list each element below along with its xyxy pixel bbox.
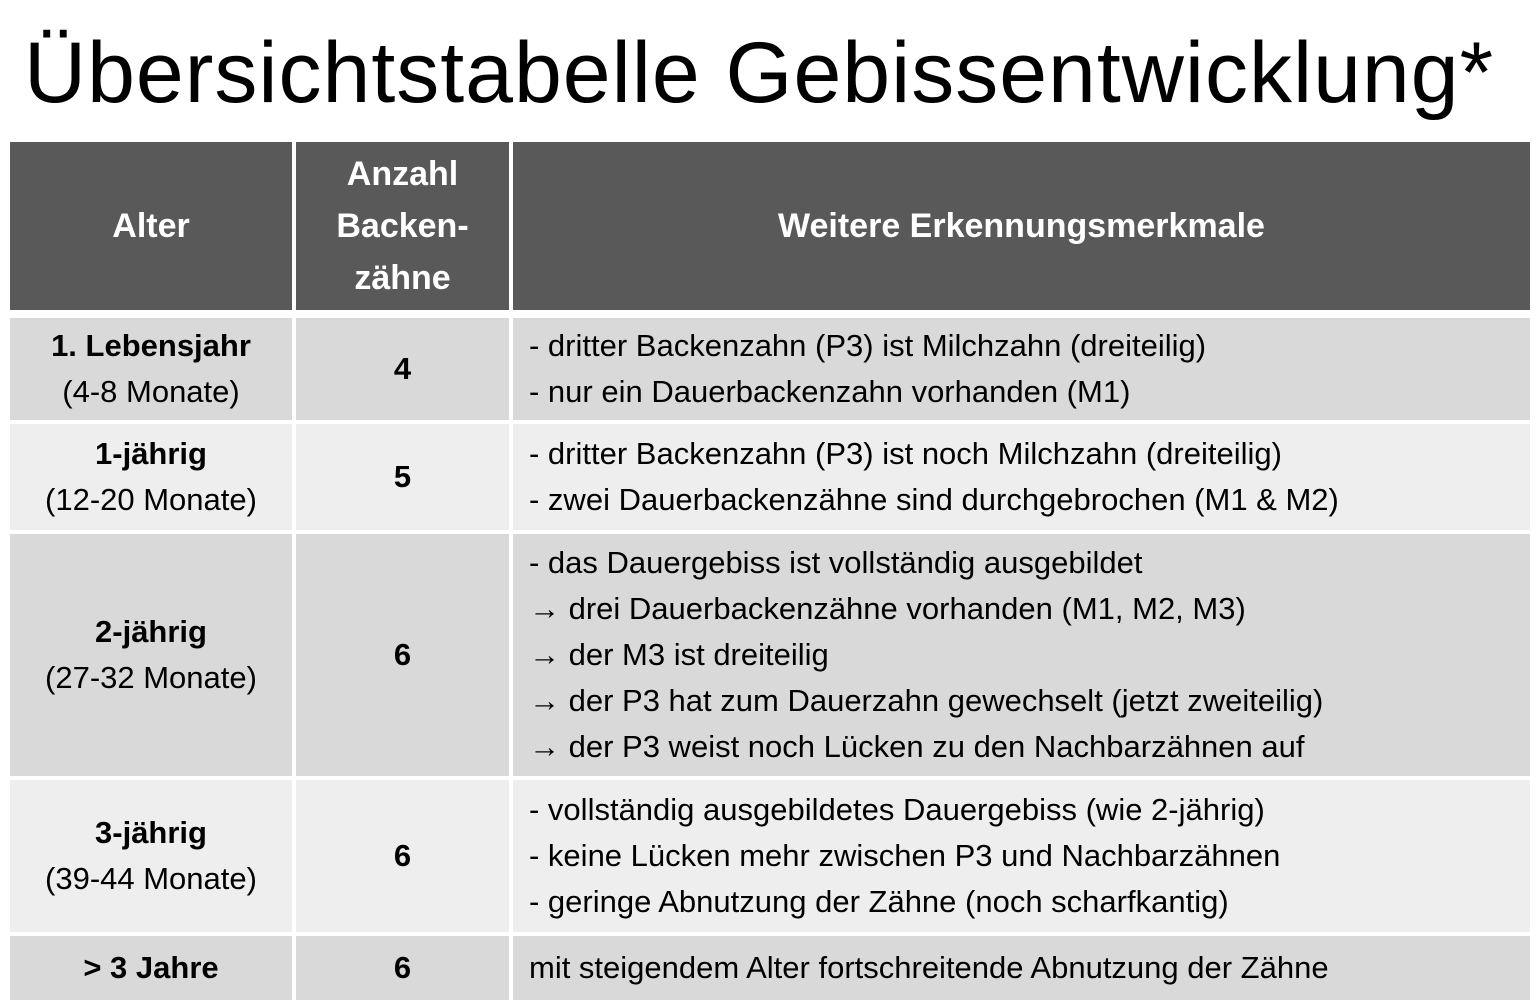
features-cell xyxy=(513,530,1530,776)
table-header-row xyxy=(10,142,1530,310)
table-row xyxy=(10,310,1530,420)
feature-line: → drei Dauerbackenzähne vorhanden (M1, M2, M3) xyxy=(529,591,1246,626)
feature-line: → der P3 weist noch Lücken zu den Nachbarzähnen auf xyxy=(529,729,1305,764)
header-anzahl xyxy=(296,142,513,310)
age-months: (27-32 Monate) xyxy=(45,660,257,695)
tooth-count: 6 xyxy=(296,776,513,932)
header-anzahl-line: Anzahl xyxy=(346,155,459,193)
age-label: 1-jährig xyxy=(95,436,207,471)
age-label: 1. Lebensjahr xyxy=(51,328,251,363)
features-cell xyxy=(513,310,1530,420)
features-cell xyxy=(513,420,1530,530)
header-anzahl-line: zähne xyxy=(354,259,451,297)
age-cell xyxy=(10,776,296,932)
dentition-table xyxy=(10,142,1530,1000)
age-months: (39-44 Monate) xyxy=(45,861,257,896)
feature-line: - dritter Backenzahn (P3) ist noch Milchzahn (dreiteilig) xyxy=(529,436,1282,471)
feature-line: - das Dauergebiss ist vollständig ausgebildet xyxy=(529,545,1143,580)
features-cell xyxy=(513,932,1530,1000)
age-cell xyxy=(10,420,296,530)
feature-line: - keine Lücken mehr zwischen P3 und Nachbarzähnen xyxy=(529,838,1281,873)
feature-line: → der P3 hat zum Dauerzahn gewechselt (jetzt zweiteilig) xyxy=(529,683,1324,718)
table-row xyxy=(10,530,1530,776)
feature-line: mit steigendem Alter fortschreitende Abnutzung der Zähne xyxy=(529,950,1329,985)
age-cell xyxy=(10,310,296,420)
age-cell xyxy=(10,530,296,776)
page-title: Übersichtstabelle Gebissentwicklung* xyxy=(24,25,1495,121)
age-label: 3-jährig xyxy=(95,815,207,850)
age-cell xyxy=(10,932,296,1000)
tooth-count: 6 xyxy=(296,530,513,776)
age-months: (12-20 Monate) xyxy=(45,482,257,517)
tooth-count: 6 xyxy=(296,932,513,1000)
table-row xyxy=(10,932,1530,1000)
tooth-count: 5 xyxy=(296,420,513,530)
age-months: (4-8 Monate) xyxy=(62,374,240,409)
age-label: 2-jährig xyxy=(95,614,207,649)
feature-line: - nur ein Dauerbackenzahn vorhanden (M1) xyxy=(529,374,1131,409)
header-anzahl-line: Backen- xyxy=(336,207,469,245)
header-alter: Alter xyxy=(10,142,296,310)
header-merkmale: Weitere Erkennungsmerkmale xyxy=(513,142,1530,310)
table-row xyxy=(10,776,1530,932)
feature-line: - zwei Dauerbackenzähne sind durchgebrochen (M1 & M2) xyxy=(529,482,1339,517)
feature-line: - vollständig ausgebildetes Dauergebiss (wie 2-jährig) xyxy=(529,792,1265,827)
features-cell xyxy=(513,776,1530,932)
feature-line: → der M3 ist dreiteilig xyxy=(529,637,829,672)
table-row xyxy=(10,420,1530,530)
feature-line: - dritter Backenzahn (P3) ist Milchzahn (dreiteilig) xyxy=(529,328,1207,363)
feature-line: - geringe Abnutzung der Zähne (noch scharfkantig) xyxy=(529,884,1229,919)
tooth-count: 4 xyxy=(296,310,513,420)
age-label: > 3 Jahre xyxy=(83,950,219,985)
